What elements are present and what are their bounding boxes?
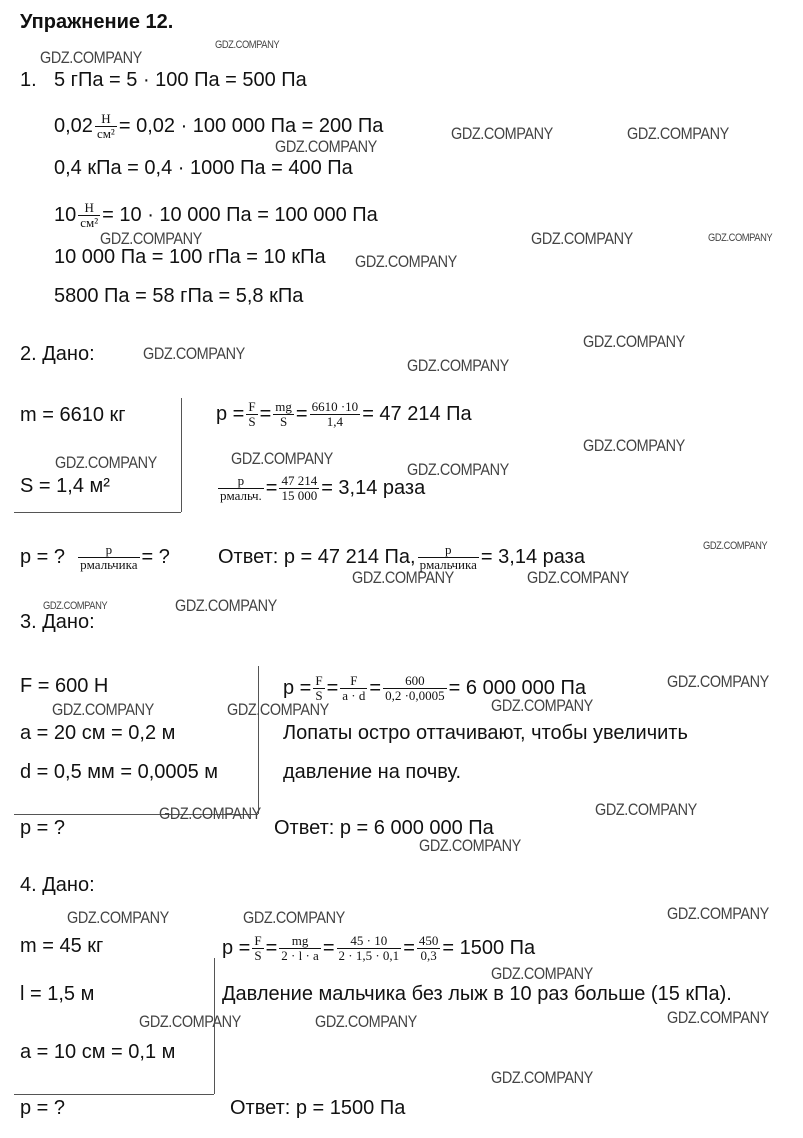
ex3-formula: p = $\frac{F}{S}$ = $\frac{F}{a \cdot d}$ = $\frac{600}{0,2 \cdot 0,0005}$ = 6 000 000 Па xyxy=(283,673,586,703)
ex4-width: a = 10 см = 0,1 м xyxy=(20,1041,176,1063)
watermark: GDZ.COMPANY xyxy=(595,800,697,819)
watermark: GDZ.COMPANY xyxy=(52,700,154,719)
ex1-line1: 5 гПа = 5 · 100 Па = 500 Па xyxy=(54,69,307,91)
ex3-thickness: d = 0,5 мм = 0,0005 м xyxy=(20,761,219,783)
ex1-line5: 10 000 Па = 100 гПа = 10 кПа xyxy=(54,246,326,268)
watermark: GDZ.COMPANY xyxy=(315,1012,417,1031)
watermark: GDZ.COMPANY xyxy=(491,1068,593,1087)
ex2-find: p = ? $\frac{p}{\text{pмальчика}}$ = ? xyxy=(20,542,170,572)
ex3-text1: Лопаты остро оттачивают, чтобы увеличить xyxy=(283,722,688,744)
watermark: GDZ.COMPANY xyxy=(703,540,768,552)
watermark: GDZ.COMPANY xyxy=(352,568,454,587)
watermark: GDZ.COMPANY xyxy=(243,908,345,927)
watermark: GDZ.COMPANY xyxy=(531,229,633,248)
watermark: GDZ.COMPANY xyxy=(583,332,685,351)
ex3-divider-v xyxy=(258,666,259,814)
ex3-force: F = 600 Н xyxy=(20,675,109,697)
watermark: GDZ.COMPANY xyxy=(491,696,593,715)
watermark: GDZ.COMPANY xyxy=(355,252,457,271)
ex4-length: l = 1,5 м xyxy=(20,983,95,1005)
watermark: GDZ.COMPANY xyxy=(667,904,769,923)
watermark: GDZ.COMPANY xyxy=(491,964,593,983)
ex4-mass: m = 45 кг xyxy=(20,935,104,957)
watermark: GDZ.COMPANY xyxy=(159,804,261,823)
watermark: GDZ.COMPANY xyxy=(40,48,142,67)
ex2-given: 2. Дано: xyxy=(20,343,95,365)
page-title: Упражнение 12. xyxy=(20,11,174,33)
ex2-formula1: p = $\frac{F}{S}$ = $\frac{mg}{S}$ = $\frac{6610 \cdot 10}{1,4}$ = 47 214 Па xyxy=(216,399,472,429)
ex1-line3: 0,4 кПа = 0,4 · 1000 Па = 400 Па xyxy=(54,157,353,179)
ex2-area: S = 1,4 м² xyxy=(20,475,110,497)
watermark: GDZ.COMPANY xyxy=(419,836,521,855)
ex4-text: Давление мальчика без лыж в 10 раз больше (15 кПа). xyxy=(222,983,732,1005)
ex4-formula: p = $\frac{F}{S}$ = $\frac{mg}{2 \cdot l \cdot a}$ = $\frac{45 \cdot 10}{2 \cdot 1,5 \cdot 0,1}$ = $\frac{450}{0,3}$ = 1500 Па xyxy=(222,933,536,963)
ex4-divider-h xyxy=(14,1094,214,1095)
watermark: GDZ.COMPANY xyxy=(215,39,280,51)
watermark: GDZ.COMPANY xyxy=(67,908,169,927)
watermark: GDZ.COMPANY xyxy=(451,124,553,143)
watermark: GDZ.COMPANY xyxy=(100,229,202,248)
watermark: GDZ.COMPANY xyxy=(627,124,729,143)
watermark: GDZ.COMPANY xyxy=(407,460,509,479)
watermark: GDZ.COMPANY xyxy=(55,453,157,472)
watermark: GDZ.COMPANY xyxy=(227,700,329,719)
ex1-number: 1. xyxy=(20,69,37,91)
watermark: GDZ.COMPANY xyxy=(667,672,769,691)
watermark: GDZ.COMPANY xyxy=(527,568,629,587)
watermark: GDZ.COMPANY xyxy=(407,356,509,375)
ex3-text2: давление на почву. xyxy=(283,761,462,783)
ex1-line6: 5800 Па = 58 гПа = 5,8 кПа xyxy=(54,285,304,307)
watermark: GDZ.COMPANY xyxy=(231,449,333,468)
ex3-answer: Ответ: p = 6 000 000 Па xyxy=(274,817,494,839)
ex2-answer: Ответ: p = 47 214 Па, $\frac{p}{\text{pмальчика}}$ = 3,14 раза xyxy=(218,542,585,572)
ex1-line2: 0,02 $\frac{Н}{\text{см²}}$ = 0,02 · 100 000 Па = 200 Па xyxy=(54,111,384,141)
ex3-find: p = ? xyxy=(20,817,66,839)
ex1-line4: 10 $\frac{Н}{\text{см²}}$ = 10 · 10 000 Па = 100 000 Па xyxy=(54,200,378,230)
watermark: GDZ.COMPANY xyxy=(139,1012,241,1031)
ex2-divider-v xyxy=(181,398,182,512)
ex4-find: p = ? xyxy=(20,1097,66,1119)
ex2-formula2: $\frac{p}{\text{pмальч.}}$ = $\frac{47 214}{15 000}$ = 3,14 раза xyxy=(220,473,426,503)
ex4-answer: Ответ: p = 1500 Па xyxy=(230,1097,406,1119)
ex2-divider-h xyxy=(14,512,181,513)
watermark: GDZ.COMPANY xyxy=(143,344,245,363)
watermark: GDZ.COMPANY xyxy=(275,137,377,156)
ex3-width: a = 20 см = 0,2 м xyxy=(20,722,176,744)
ex2-mass: m = 6610 кг xyxy=(20,404,126,426)
ex3-given: 3. Дано: xyxy=(20,611,95,633)
watermark: GDZ.COMPANY xyxy=(583,436,685,455)
ex4-given: 4. Дано: xyxy=(20,874,95,896)
watermark: GDZ.COMPANY xyxy=(708,232,773,244)
watermark: GDZ.COMPANY xyxy=(43,600,108,612)
watermark: GDZ.COMPANY xyxy=(667,1008,769,1027)
watermark: GDZ.COMPANY xyxy=(175,596,277,615)
